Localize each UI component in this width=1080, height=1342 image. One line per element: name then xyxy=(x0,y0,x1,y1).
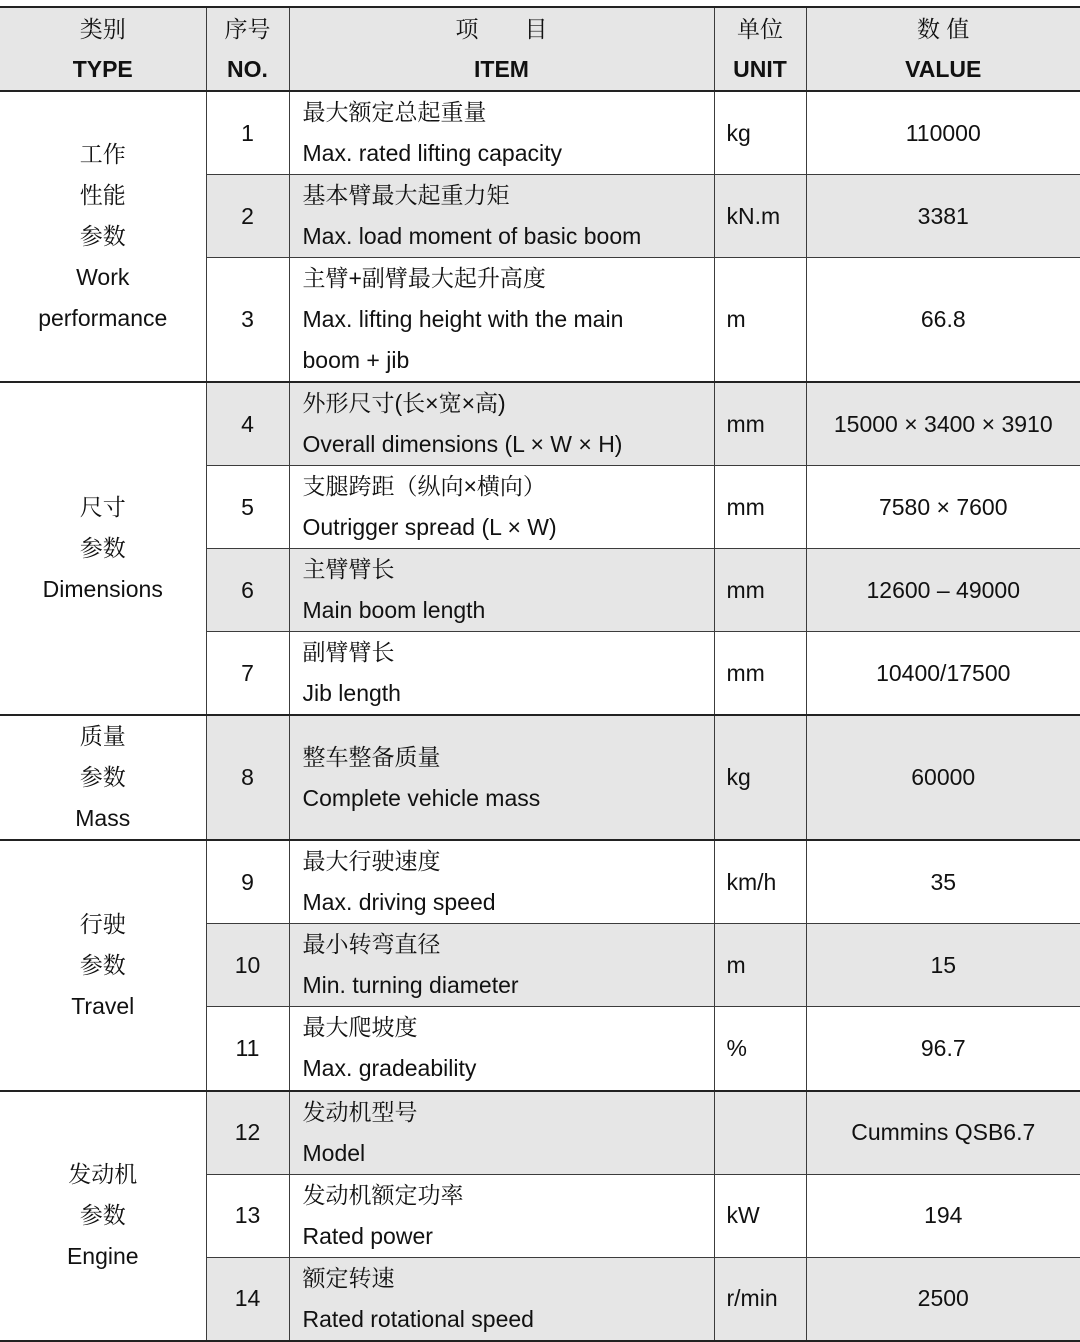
value-cell: 60000 xyxy=(806,715,1080,840)
item-en: Model xyxy=(303,1133,714,1174)
row-number: 1 xyxy=(206,91,289,175)
value-cell: 12600 – 49000 xyxy=(806,549,1080,632)
item-cell xyxy=(289,175,714,258)
item-cell xyxy=(289,840,714,924)
item-zh: 支腿跨距（纵向×横向） xyxy=(303,466,714,507)
header-unit-en: UNIT xyxy=(715,49,806,89)
header-item xyxy=(289,7,714,91)
item-en: Max. gradeability xyxy=(303,1048,714,1089)
value-cell: 3381 xyxy=(806,175,1080,258)
type-label-line: 参数 xyxy=(0,1195,206,1236)
item-zh: 发动机额定功率 xyxy=(303,1175,714,1216)
item-en: Min. turning diameter xyxy=(303,965,714,1006)
item-zh: 发动机型号 xyxy=(303,1092,714,1133)
type-label-line: 性能 xyxy=(0,175,206,216)
value-cell: 66.8 xyxy=(806,258,1080,383)
type-label-line: 行驶 xyxy=(0,904,206,945)
item-en: Rated rotational speed xyxy=(303,1299,714,1340)
value-cell: 96.7 xyxy=(806,1007,1080,1091)
item-cell xyxy=(289,924,714,1007)
header-unit xyxy=(714,7,806,91)
item-en: Max. rated lifting capacity xyxy=(303,133,714,174)
unit-cell: km/h xyxy=(714,840,806,924)
row-number: 14 xyxy=(206,1257,289,1341)
item-cell xyxy=(289,466,714,549)
type-label-line: 参数 xyxy=(0,528,206,569)
item-cell xyxy=(289,258,714,383)
row-number: 3 xyxy=(206,258,289,383)
item-zh: 副臂臂长 xyxy=(303,632,714,673)
item-zh: 最大行驶速度 xyxy=(303,841,714,882)
value-cell: 110000 xyxy=(806,91,1080,175)
unit-cell: mm xyxy=(714,549,806,632)
item-en: Overall dimensions (L × W × H) xyxy=(303,424,714,465)
type-label-line: 尺寸 xyxy=(0,487,206,528)
header-value-zh: 数 值 xyxy=(807,9,1080,49)
table-body xyxy=(0,91,1080,1341)
row-number: 7 xyxy=(206,632,289,716)
type-label-line: Work xyxy=(0,257,206,298)
item-zh: 最大爬坡度 xyxy=(303,1007,714,1048)
type-label-line: Engine xyxy=(0,1236,206,1277)
item-en: Max. load moment of basic boom xyxy=(303,216,714,257)
value-cell: 35 xyxy=(806,840,1080,924)
header-value xyxy=(806,7,1080,91)
item-cell xyxy=(289,632,714,716)
item-en: Rated power xyxy=(303,1216,714,1257)
item-zh: 最大额定总起重量 xyxy=(303,92,714,133)
value-cell: 10400/17500 xyxy=(806,632,1080,716)
item-en: Complete vehicle mass xyxy=(303,778,714,819)
unit-cell xyxy=(714,1091,806,1175)
row-number: 8 xyxy=(206,715,289,840)
header-type xyxy=(0,7,206,91)
unit-cell: kN.m xyxy=(714,175,806,258)
row-number: 2 xyxy=(206,175,289,258)
header-unit-zh: 单位 xyxy=(715,9,806,49)
value-cell: 15 xyxy=(806,924,1080,1007)
type-cell xyxy=(0,715,206,840)
value-cell: 15000 × 3400 × 3910 xyxy=(806,382,1080,466)
item-zh: 基本臂最大起重力矩 xyxy=(303,175,714,216)
item-cell xyxy=(289,382,714,466)
unit-cell: mm xyxy=(714,632,806,716)
unit-cell: r/min xyxy=(714,1257,806,1341)
type-label-line: 发动机 xyxy=(0,1154,206,1195)
item-en: Max. driving speed xyxy=(303,882,714,923)
unit-cell: m xyxy=(714,258,806,383)
row-number: 6 xyxy=(206,549,289,632)
header-no xyxy=(206,7,289,91)
table-row xyxy=(0,715,1080,840)
item-en: Outrigger spread (L × W) xyxy=(303,507,714,548)
item-cell xyxy=(289,91,714,175)
item-en: Jib length xyxy=(303,673,714,714)
type-label-line: performance xyxy=(0,298,206,339)
type-cell xyxy=(0,840,206,1091)
unit-cell: mm xyxy=(714,466,806,549)
header-item-en: ITEM xyxy=(290,49,714,89)
item-cell xyxy=(289,1007,714,1091)
item-zh: 主臂臂长 xyxy=(303,549,714,590)
header-no-en: NO. xyxy=(207,49,289,89)
item-zh: 主臂+副臂最大起升高度 xyxy=(303,258,714,299)
item-zh: 额定转速 xyxy=(303,1258,714,1299)
type-label-line: 参数 xyxy=(0,757,206,798)
type-label-line: Mass xyxy=(0,798,206,839)
item-zh: 外形尺寸(长×宽×高) xyxy=(303,383,714,424)
value-cell: 194 xyxy=(806,1174,1080,1257)
header-value-en: VALUE xyxy=(807,49,1080,89)
item-zh: 最小转弯直径 xyxy=(303,924,714,965)
item-en: Max. lifting height with the main xyxy=(303,299,714,340)
item-zh: 整车整备质量 xyxy=(303,737,714,778)
item-en: Main boom length xyxy=(303,590,714,631)
unit-cell: kg xyxy=(714,715,806,840)
item-cell xyxy=(289,1257,714,1341)
item-cell xyxy=(289,1174,714,1257)
type-label-line: Travel xyxy=(0,986,206,1027)
item-en2: boom + jib xyxy=(303,340,714,381)
row-number: 5 xyxy=(206,466,289,549)
header-type-en: TYPE xyxy=(0,49,206,89)
type-label-line: 工作 xyxy=(0,134,206,175)
table-row xyxy=(0,840,1080,924)
unit-cell: m xyxy=(714,924,806,1007)
spec-table xyxy=(0,6,1080,1342)
row-number: 10 xyxy=(206,924,289,1007)
row-number: 11 xyxy=(206,1007,289,1091)
type-label-line: Dimensions xyxy=(0,569,206,610)
unit-cell: % xyxy=(714,1007,806,1091)
row-number: 13 xyxy=(206,1174,289,1257)
type-label-line: 参数 xyxy=(0,945,206,986)
type-label-line: 质量 xyxy=(0,716,206,757)
header-no-zh: 序号 xyxy=(207,9,289,49)
type-cell xyxy=(0,382,206,715)
table-row xyxy=(0,91,1080,175)
table-header-row xyxy=(0,7,1080,91)
type-cell xyxy=(0,91,206,382)
row-number: 4 xyxy=(206,382,289,466)
table-row xyxy=(0,1091,1080,1175)
unit-cell: kW xyxy=(714,1174,806,1257)
row-number: 12 xyxy=(206,1091,289,1175)
row-number: 9 xyxy=(206,840,289,924)
item-cell xyxy=(289,549,714,632)
header-item-zh: 项 目 xyxy=(290,9,714,49)
unit-cell: mm xyxy=(714,382,806,466)
table-row xyxy=(0,382,1080,466)
header-type-zh: 类别 xyxy=(0,9,206,49)
value-cell: 7580 × 7600 xyxy=(806,466,1080,549)
item-cell xyxy=(289,1091,714,1175)
type-label-line: 参数 xyxy=(0,216,206,257)
value-cell: Cummins QSB6.7 xyxy=(806,1091,1080,1175)
unit-cell: kg xyxy=(714,91,806,175)
type-cell xyxy=(0,1091,206,1342)
item-cell xyxy=(289,715,714,840)
value-cell: 2500 xyxy=(806,1257,1080,1341)
